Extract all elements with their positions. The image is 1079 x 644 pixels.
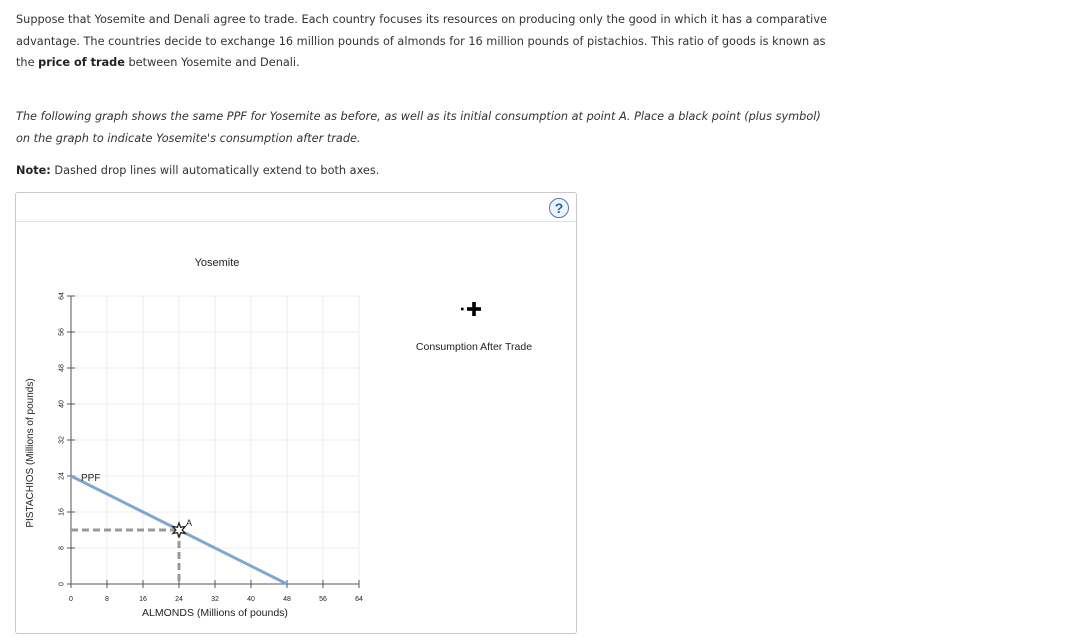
chart-points xyxy=(71,518,192,584)
intro-text-end: between Yosemite and Denali. xyxy=(124,56,300,69)
x-axis-label: ALMONDS (Millions of pounds) xyxy=(142,607,288,619)
plus-icon-horizontal[interactable] xyxy=(467,307,481,311)
instruction-paragraph: The following graph shows the same PPF for Yosemite as before, as well as its initial consumption at point A. Place a black point (plus symbol) on the graph to indicate Yosemite's consumption after trade. xyxy=(16,110,821,145)
y-tick-label: 56 xyxy=(58,328,66,336)
x-tick-label: 0 xyxy=(69,596,73,603)
y-tick-label: 32 xyxy=(58,436,66,444)
consumption-after-trade-tool[interactable] xyxy=(416,302,532,353)
x-tick-label: 64 xyxy=(355,596,363,603)
y-tick-label: 64 xyxy=(58,292,66,300)
y-axis-label: PISTACHIOS (Millions of pounds) xyxy=(25,378,36,528)
tool-label[interactable]: Consumption After Trade xyxy=(415,341,533,353)
note-label: Note: xyxy=(16,164,51,177)
graph-panel xyxy=(15,192,577,634)
y-tick-label: 40 xyxy=(58,400,66,408)
y-tick-label: 24 xyxy=(58,472,66,480)
intro-bold-term: price of trade xyxy=(38,56,125,69)
chart-axes xyxy=(58,292,363,603)
y-tick-label: 0 xyxy=(58,582,66,586)
graph-toolbar xyxy=(16,193,576,222)
chart-title: Yosemite xyxy=(194,257,240,269)
plus-icon-dot[interactable] xyxy=(461,308,464,311)
note-paragraph xyxy=(16,160,836,182)
intro-text: Suppose that Yosemite and Denali agree to trade. Each country focuses its resources on producing only the good in which it has a comparative advantage. The countries decide to exchange 16 million pounds of almonds for 16 million pounds of pistachios. This ratio of goods is known as the xyxy=(16,13,827,69)
x-tick-label: 40 xyxy=(247,596,255,603)
plus-icon[interactable] xyxy=(461,302,481,316)
x-tick-label: 32 xyxy=(211,596,219,603)
x-tick-label: 16 xyxy=(139,596,147,603)
x-tick-label: 24 xyxy=(175,596,183,603)
y-tick-label: 48 xyxy=(58,364,66,372)
x-tick-label: 56 xyxy=(319,596,327,603)
x-tick-label: 8 xyxy=(105,596,109,603)
point-a-label: A xyxy=(186,518,193,528)
intro-paragraph xyxy=(16,9,836,74)
ppf-label: PPF xyxy=(81,473,101,484)
y-tick-label: 16 xyxy=(58,508,66,516)
x-tick-label: 48 xyxy=(283,596,291,603)
note-text: Dashed drop lines will automatically extend to both axes. xyxy=(50,164,380,177)
ppf-chart[interactable] xyxy=(16,221,576,633)
y-tick-label: 8 xyxy=(58,546,66,550)
chart-grid xyxy=(71,296,359,584)
help-question-icon[interactable]: ? xyxy=(549,198,569,218)
